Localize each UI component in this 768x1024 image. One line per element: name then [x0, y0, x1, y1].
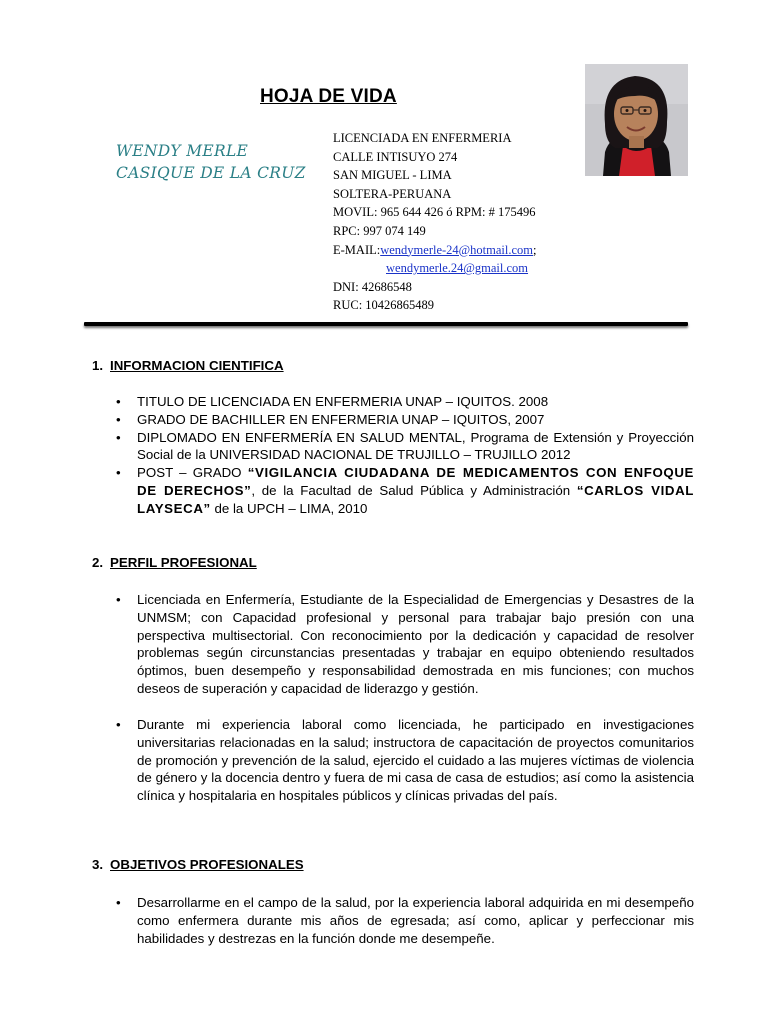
name-line-2: CASIQUE DE LA CRUZ [116, 164, 306, 182]
item-text: POST – GRADO [137, 465, 248, 481]
item-bold-text: “CARLOS VIDAL LAYSECA” [137, 482, 694, 516]
item-text: de la UPCH – LIMA, 2010 [210, 500, 368, 516]
perfil-profesional-list [116, 591, 694, 698]
email-row-2 [333, 259, 537, 278]
list-item [116, 464, 694, 517]
candidate-name [116, 140, 326, 184]
list-item: • GRADO DE BACHILLER EN ENFERMERIA UNAP – IQUITOS, 2007 [116, 411, 694, 429]
email-row [333, 241, 537, 260]
person-photo-icon [585, 64, 688, 176]
list-item: • Licenciada en Enfermería, Estudiante de la Especialidad de Emergencias y Desastres de la UNMSM; con Capacidad profesional y personal para trabajar bajo presión con una perspectiva multisectorial. Con reconocimiento por la dedicación y capacidad de resolver problemas según circunstancias presentadas y trabajar en equipo obteniendo resultados óptimos, buen desempeño y responsabilidad demostrada en mis funciones; con muchos deseos de superación y capacidad de liderazgo y gestión. [116, 591, 694, 698]
profile-photo [585, 64, 688, 176]
section-title: PERFIL PROFESIONAL [110, 555, 257, 570]
section-number: 3. [92, 857, 104, 872]
email-link-hotmail[interactable]: wendymerle-24@hotmail.com [380, 242, 534, 257]
section-heading-perfil-profesional [92, 555, 257, 570]
email-link-gmail[interactable]: wendymerle.24@gmail.com [386, 261, 529, 276]
list-item: • DIPLOMADO EN ENFERMERÍA EN SALUD MENTAL, Programa de Extensión y Proyección Social de la UNIVERSIDAD NACIONAL DE TRUJILLO – TRUJILLO 2012 [116, 429, 694, 465]
mobile: MOVIL: 965 644 426 ó RPM: # 175496 [333, 205, 536, 220]
informacion-cientifica-list [116, 393, 694, 518]
section-heading-objetivos-profesionales [92, 857, 304, 872]
page-title: HOJA DE VIDA [260, 86, 397, 107]
email-separator: ; [533, 242, 537, 257]
rpc: RPC: 997 074 149 [333, 223, 426, 238]
section-number: 2. [92, 555, 104, 570]
item-bold-text: “VIGILANCIA CIUDADANA DE MEDICAMENTOS CON ENFOQUE DE DERECHOS” [137, 465, 695, 498]
dni: DNI: 42686548 [333, 279, 412, 294]
section-heading-informacion-cientifica [92, 358, 284, 373]
district: SAN MIGUEL - LIMA [333, 168, 452, 183]
header-divider [84, 322, 688, 326]
contact-block [333, 129, 537, 315]
ruc: RUC: 10426865489 [333, 298, 435, 313]
address: CALLE INTISUYO 274 [333, 149, 458, 164]
email-label: E-MAIL: [333, 242, 381, 257]
list-item: • Durante mi experiencia laboral como licenciada, he participado en investigaciones universitarias relacionadas en la salud; instructora de capacitación de proyectos comunitarios de promoción y prevención de la salud, ejercido el cuidado a las mujeres víctimas de violencia de género y la docencia dentro y fuera de mi casa de casa de estudios; así como la asistencia clínica y hospitalaria en hospitales públicos y clínicas privadas del país. [116, 716, 694, 805]
section-number: 1. [92, 358, 104, 373]
section-title: INFORMACION CIENTIFICA [110, 358, 284, 373]
item-text: , de la Facultad de Salud Pública y Administración [251, 482, 577, 498]
list-item: • Desarrollarme en el campo de la salud, por la experiencia laboral adquirida en mi desempeño como enfermera durante mis años de egresada; así como, aplicar y perfeccionar mis habilidades y destrezas en la función donde me desempeñe. [116, 894, 694, 947]
perfil-profesional-list-2 [116, 716, 694, 805]
name-line-1: WENDY MERLE [116, 142, 249, 160]
objetivos-profesionales-list [116, 894, 694, 947]
list-item: • TITULO DE LICENCIADA EN ENFERMERIA UNAP – IQUITOS. 2008 [116, 393, 694, 411]
section-title: OBJETIVOS PROFESIONALES [110, 857, 304, 872]
civil-status: SOLTERA-PERUANA [333, 186, 452, 201]
profession: LICENCIADA EN ENFERMERIA [333, 131, 512, 145]
